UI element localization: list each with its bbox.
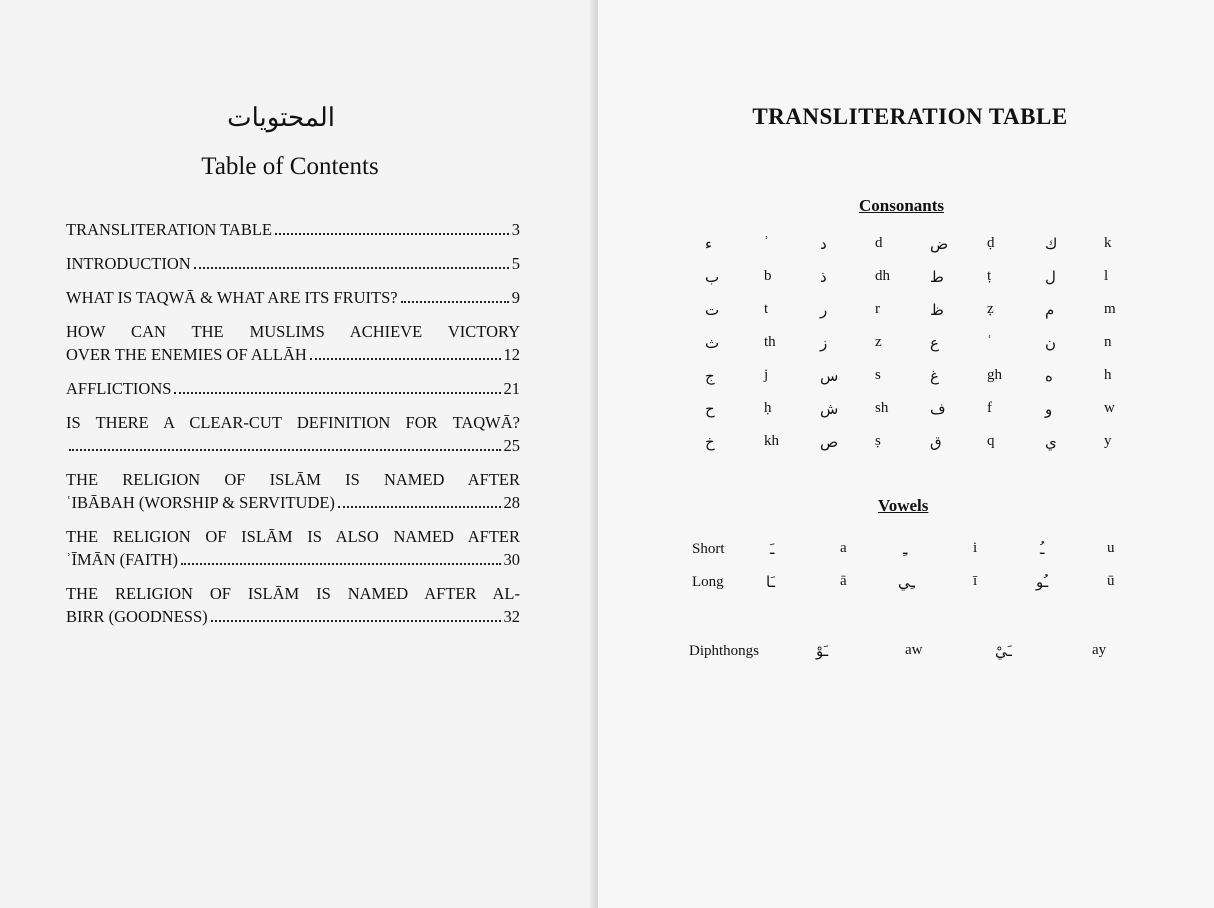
latin-transliteration: r <box>875 301 880 317</box>
arabic-letter: ع <box>930 334 939 352</box>
toc-page-number: 21 <box>503 379 520 398</box>
arabic-letter: ب <box>705 268 720 286</box>
toc-entry <box>66 320 520 366</box>
latin-transliteration: kh <box>764 433 779 449</box>
latin-transliteration: d <box>875 235 883 251</box>
diphthongs-label: Diphthongs <box>689 643 760 659</box>
arabic-letter: ر <box>820 301 828 319</box>
toc-entry-title-line: HOW CAN THE MUSLIMS ACHIEVE VICTORY <box>66 322 520 341</box>
dot-leader <box>338 506 501 508</box>
latin-transliteration: z <box>875 334 882 350</box>
dot-leader <box>211 620 501 622</box>
consonants-heading: Consonants <box>859 196 945 215</box>
arabic-letter: ض <box>930 235 949 253</box>
arabic-letter: ت <box>705 301 720 319</box>
long-vowel-arabic: ـِي <box>898 573 915 591</box>
arabic-letter: ذ <box>820 268 827 286</box>
arabic-letter: س <box>820 367 839 385</box>
arabic-letter: ق <box>930 433 942 451</box>
diphthong-latin: ay <box>1092 642 1107 658</box>
latin-transliteration: ʾ <box>764 235 769 251</box>
dot-leader <box>194 267 509 269</box>
toc-entry-title: TRANSLITERATION TABLE <box>66 220 272 239</box>
latin-transliteration: l <box>1104 268 1109 284</box>
arabic-letter: ز <box>820 334 828 352</box>
toc-entry-title: OVER THE ENEMIES OF ALLĀH <box>66 345 307 364</box>
short-vowel-arabic: ـَ <box>770 540 775 558</box>
latin-transliteration: ḍ <box>987 235 995 251</box>
toc-page-number: 32 <box>503 607 520 626</box>
short-vowel-arabic: ـِ <box>903 540 908 558</box>
toc-entry-title: ʾĪMĀN (FAITH) <box>66 550 178 569</box>
arabic-letter: ص <box>820 433 839 451</box>
arabic-contents-heading: المحتويات <box>227 103 335 133</box>
short-vowel-latin: i <box>973 540 978 556</box>
latin-transliteration: gh <box>987 367 1002 383</box>
short-vowel-latin: u <box>1107 540 1115 556</box>
arabic-letter: ث <box>705 334 720 352</box>
latin-transliteration: f <box>987 400 992 416</box>
arabic-letter: خ <box>705 433 715 451</box>
diphthong-arabic: ـَيْ <box>995 642 1012 660</box>
toc-entry-title-line: THE RELIGION OF ISLĀM IS ALSO NAMED AFTER <box>66 527 520 546</box>
dot-leader <box>174 392 500 394</box>
arabic-letter: ء <box>705 235 713 253</box>
toc-page-number: 5 <box>511 254 520 273</box>
arabic-letter: غ <box>930 367 939 385</box>
toc-page-number: 30 <box>503 550 520 569</box>
arabic-letter: ه <box>1045 367 1053 385</box>
latin-transliteration: s <box>875 367 881 383</box>
arabic-letter: ط <box>930 268 944 286</box>
latin-transliteration: sh <box>875 400 889 416</box>
toc-entry <box>66 286 520 309</box>
latin-transliteration: t <box>764 301 769 317</box>
transliteration-title: TRANSLITERATION TABLE <box>752 104 1068 129</box>
toc-entry <box>66 411 520 457</box>
latin-transliteration: y <box>1104 433 1112 449</box>
toc-entry <box>66 468 520 514</box>
toc-entry <box>66 525 520 571</box>
consonants-table <box>700 235 1120 455</box>
toc-page-number: 25 <box>503 436 520 455</box>
toc-entry-title: WHAT IS TAQWĀ & WHAT ARE ITS FRUITS? <box>66 288 398 307</box>
short-vowels-label: Short <box>692 541 725 557</box>
arabic-letter: ك <box>1045 235 1058 253</box>
dot-leader <box>275 233 509 235</box>
long-vowel-arabic: ـَا <box>766 573 775 591</box>
diphthong-arabic: ـَوْ <box>816 642 829 660</box>
short-vowel-latin: a <box>840 540 847 556</box>
toc-entry-title-line: THE RELIGION OF ISLĀM IS NAMED AFTER <box>66 470 520 489</box>
long-vowel-arabic: ـُو <box>1036 573 1049 591</box>
toc-page-number: 3 <box>511 220 520 239</box>
latin-transliteration: j <box>764 367 769 383</box>
latin-transliteration: q <box>987 433 995 449</box>
latin-transliteration: m <box>1104 301 1116 317</box>
toc-entry <box>66 582 520 628</box>
vowels-heading: Vowels <box>878 496 929 515</box>
left-page <box>0 0 596 908</box>
arabic-letter: د <box>820 235 827 253</box>
arabic-letter: ش <box>820 400 839 418</box>
arabic-letter: ف <box>930 400 946 418</box>
latin-transliteration: ʿ <box>987 334 992 350</box>
long-vowels-label: Long <box>692 574 724 590</box>
toc-page-number: 28 <box>503 493 520 512</box>
toc-entry <box>66 377 520 400</box>
long-vowel-latin: ū <box>1107 573 1115 589</box>
latin-transliteration: b <box>764 268 772 284</box>
latin-transliteration: ṣ <box>875 433 881 449</box>
latin-transliteration: th <box>764 334 776 350</box>
toc-page-number: 12 <box>503 345 520 364</box>
toc-entry-title-line: THE RELIGION OF ISLĀM IS NAMED AFTER AL- <box>66 584 520 603</box>
toc-entry-title: AFFLICTIONS <box>66 379 172 398</box>
arabic-letter: ي <box>1045 433 1057 451</box>
latin-transliteration: w <box>1104 400 1115 416</box>
arabic-letter: و <box>1045 400 1053 418</box>
arabic-letter: ظ <box>930 301 944 319</box>
toc-entry <box>66 252 520 275</box>
arabic-letter: م <box>1045 301 1055 319</box>
toc-title: Table of Contents <box>201 153 379 180</box>
latin-transliteration: n <box>1104 334 1112 350</box>
latin-transliteration: ṭ <box>987 268 992 284</box>
short-vowel-arabic: ـُ <box>1040 540 1045 558</box>
toc-entry-title: ʿIBĀBAH (WORSHIP & SERVITUDE) <box>66 493 335 512</box>
toc-page-number: 9 <box>511 288 520 307</box>
toc-entry-title: BIRR (GOODNESS) <box>66 607 208 626</box>
arabic-letter: ح <box>705 400 715 418</box>
dot-leader <box>401 301 509 303</box>
toc-list <box>66 218 520 628</box>
latin-transliteration: k <box>1104 235 1112 251</box>
toc-entry-title-line: IS THERE A CLEAR-CUT DEFINITION FOR TAQWĀ? <box>66 413 520 432</box>
dot-leader <box>310 358 501 360</box>
latin-transliteration: ẓ <box>987 301 994 317</box>
diphthong-latin: aw <box>905 642 923 658</box>
arabic-letter: ن <box>1045 334 1057 352</box>
dot-leader <box>69 449 501 451</box>
long-vowel-latin: ā <box>840 573 847 589</box>
arabic-letter: ل <box>1045 268 1056 286</box>
toc-entry-title: INTRODUCTION <box>66 254 191 273</box>
latin-transliteration: h <box>1104 367 1112 383</box>
long-vowel-latin: ī <box>973 573 978 589</box>
latin-transliteration: dh <box>875 268 890 284</box>
toc-entry <box>66 218 520 241</box>
dot-leader <box>181 563 501 565</box>
arabic-letter: ج <box>705 367 715 385</box>
latin-transliteration: ḥ <box>764 400 772 416</box>
